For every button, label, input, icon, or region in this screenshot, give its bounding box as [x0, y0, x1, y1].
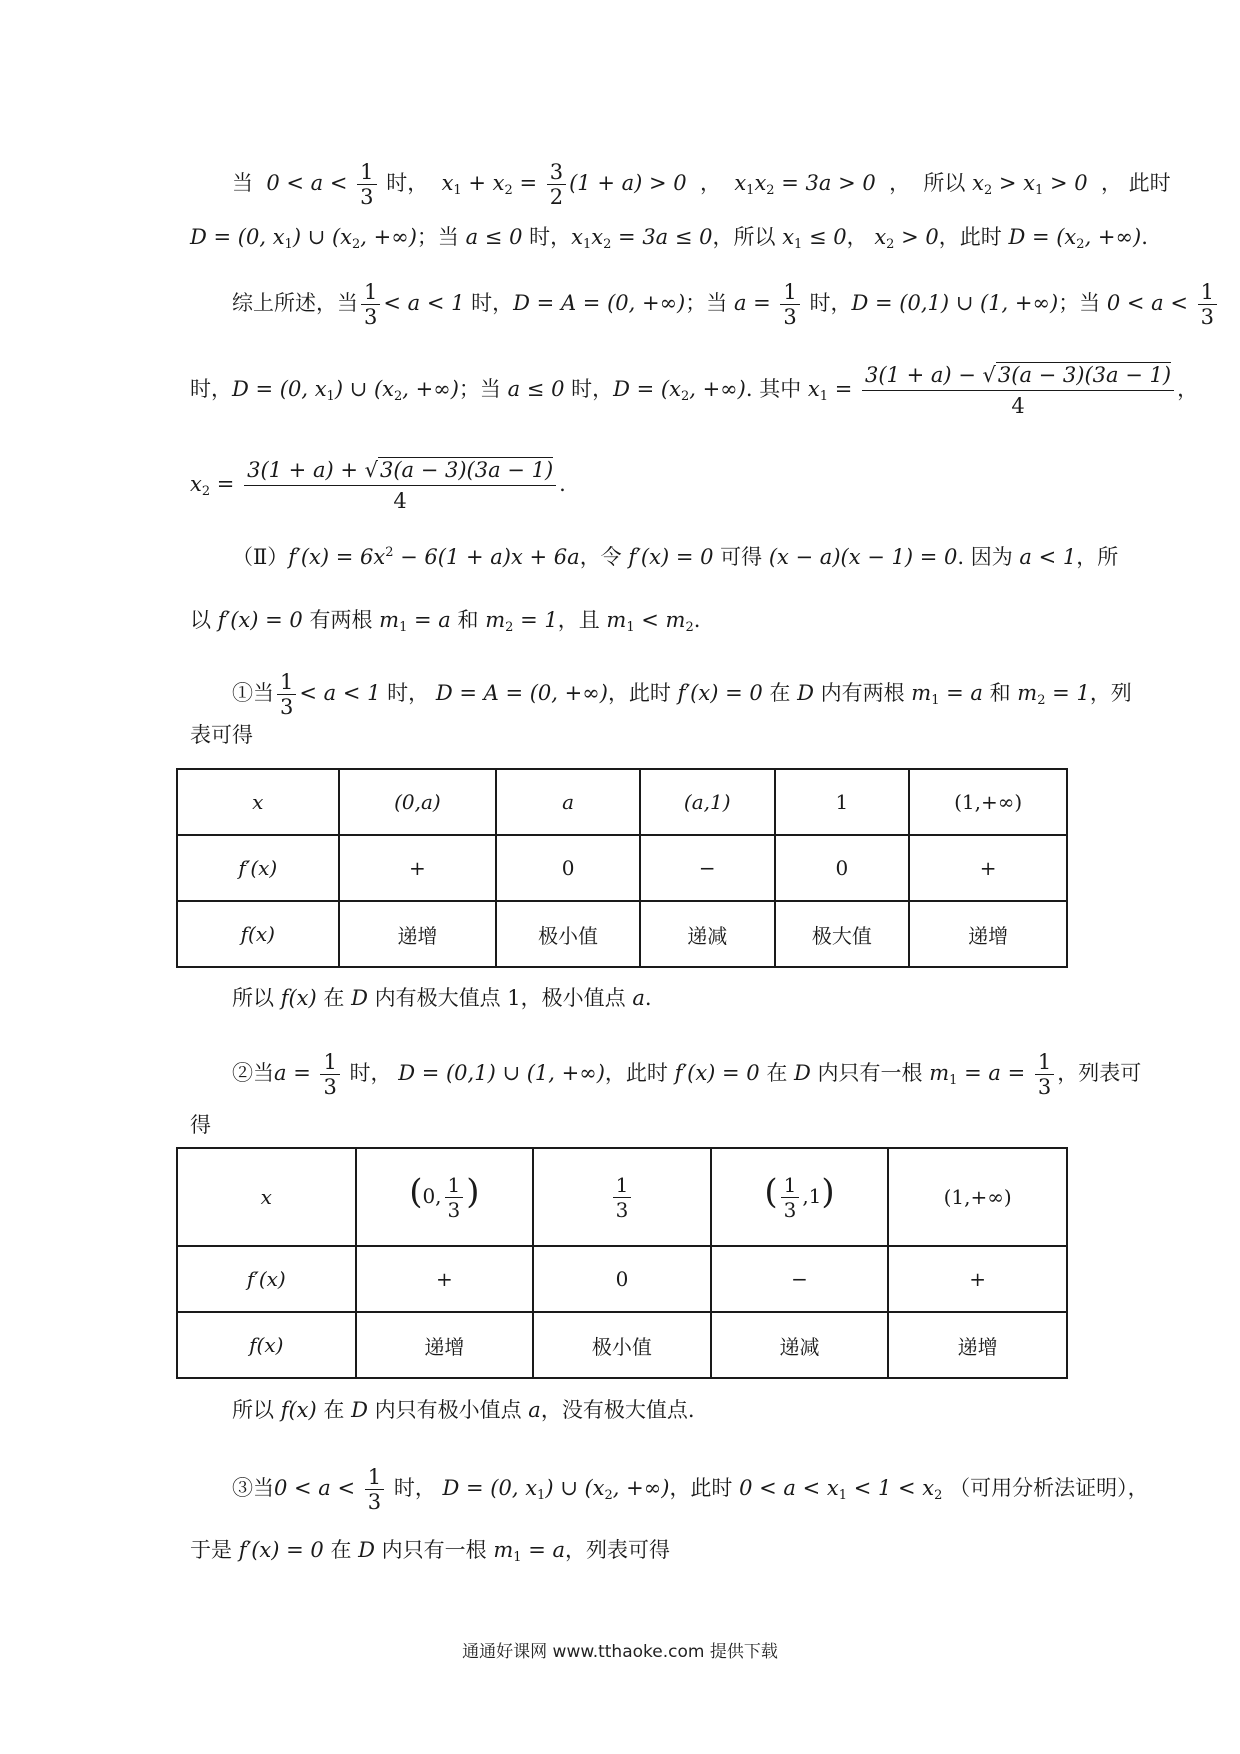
- text-line-5: $x_2$ = $\frac{3(1 + a) + √3(a - 3)(3a - 1)}{4}$ .: [190, 455, 1060, 516]
- table-cell: 极小值: [533, 1312, 711, 1378]
- table-cell: 递减: [711, 1312, 889, 1378]
- table-cell: 极小值: [496, 901, 640, 967]
- table-cell: +: [356, 1246, 534, 1312]
- page-footer: 通通好课网 www.tthaoke.com 提供下载: [462, 1642, 778, 1662]
- text-line-8: ①当 $\frac{1}{3}$ < a < 1 时， D = A = (0, +∞)，此时 f′(x) = 0 在 D 内有两根 $m_1 = a$ 和 $m_2 = 1$，列: [232, 670, 1132, 719]
- table-cell: 1: [775, 769, 910, 835]
- table-cell: +: [888, 1246, 1067, 1312]
- variation-table-1: [176, 768, 1068, 968]
- text-line-4: 时，D = (0, $x_1$) ∪ ($x_2$, +∞)；当 a ≤ 0 时，$D = (x_2$, +∞). 其中 $x_1$ = $\frac{3(1 + a) - √3(a - 3)(3a - 1)}{4}$ ，: [190, 360, 1060, 421]
- table-cell: f(x): [177, 1312, 356, 1378]
- table-cell: +: [909, 835, 1067, 901]
- table-cell: (1,+∞): [909, 769, 1067, 835]
- table-row: [177, 1312, 1067, 1378]
- table-cell: 递增: [888, 1312, 1067, 1378]
- conclusion-1: 所以 f(x) 在 D 内有极大值点 1，极小值点 a.: [232, 986, 652, 1010]
- table-cell: −: [640, 835, 775, 901]
- table-cell: (1,+∞): [888, 1148, 1067, 1246]
- table-cell: f′(x): [177, 1246, 356, 1312]
- table-cell: $\frac{1}{3}$: [533, 1148, 711, 1246]
- text-line-7: 以 f′(x) = 0 有两根 $m_1 = a$ 和 $m_2 = 1$，且 $m_1 < m_2$.: [190, 608, 701, 635]
- table-row: [177, 835, 1067, 901]
- table-row: [177, 1246, 1067, 1312]
- conclusion-2: 所以 f(x) 在 D 内只有极小值点 a，没有极大值点.: [232, 1398, 695, 1422]
- text-line-6: （Ⅱ）f′(x) = $6x^2 - 6(1 + a)x + 6a$，令 f′(x) = 0 可得 (x − a)(x − 1) = 0. 因为 a < 1，所: [232, 545, 1119, 569]
- text-line-1: 当 0 < a < $\frac{1}{3}$ 时， $x_1 + x_2$ = $\frac{3}{2}$ (1 + a) > 0 ， $x_1x_2 = 3a > 0$ ， 所以 $x_2 > x_1 > 0$ ， 此时: [232, 160, 1171, 209]
- table-row: [177, 901, 1067, 967]
- table-cell: f(x): [177, 901, 339, 967]
- table-cell: f′(x): [177, 835, 339, 901]
- table-cell: 0: [496, 835, 640, 901]
- table-cell: ( $\frac{1}{3}$ ,1): [711, 1148, 889, 1246]
- table-cell: (a,1): [640, 769, 775, 835]
- text-line-3: 综上所述，当 $\frac{1}{3}$ < a < 1 时，D = A = (0, +∞)；当 a = $\frac{1}{3}$ 时，D = (0,1) ∪ (1, +∞)；当 0 < a < $\frac{1}{3}$: [232, 280, 1060, 329]
- text-line-12: ③当0 < a < $\frac{1}{3}$ 时， D = (0, $x_1$) ∪ ($x_2$, +∞)，此时 $0 < a < x_1 < 1 < x_2$ （可用分析法证明），: [232, 1465, 1149, 1514]
- table-cell: 0: [775, 835, 910, 901]
- table-cell: x: [177, 1148, 356, 1246]
- table-cell: a: [496, 769, 640, 835]
- table-cell: (0,a): [339, 769, 497, 835]
- table-cell: 极大值: [775, 901, 910, 967]
- table-cell: −: [711, 1246, 889, 1312]
- table-cell: x: [177, 769, 339, 835]
- text-line-10: ②当a = $\frac{1}{3}$ 时， D = (0,1) ∪ (1, +∞)，此时 f′(x) = 0 在 D 内只有一根 $m_1 = a$ = $\frac{1}{3}$ ，列表可: [232, 1050, 1142, 1099]
- text-line-2: D = (0, $x_1$) ∪ ($x_2$, +∞)；当 a ≤ 0 时，$x_1x_2 = 3a \le 0$，所以 $x_1 \le 0$， $x_2 > 0$，此时 $D = (x_2$, +∞).: [190, 225, 1148, 252]
- table-cell: 0: [533, 1246, 711, 1312]
- table-row: [177, 1148, 1067, 1246]
- table-cell: 递增: [339, 901, 497, 967]
- text-line-9: 表可得: [190, 723, 253, 747]
- table-cell: 递减: [640, 901, 775, 967]
- table-cell: +: [339, 835, 497, 901]
- table-cell: 递增: [356, 1312, 534, 1378]
- table-row: [177, 769, 1067, 835]
- table-cell: 递增: [909, 901, 1067, 967]
- text-line-11: 得: [190, 1113, 211, 1137]
- table-cell: (0, $\frac{1}{3}$ ): [356, 1148, 534, 1246]
- variation-table-2: [176, 1147, 1068, 1379]
- text-line-13: 于是 f′(x) = 0 在 D 内只有一根 $m_1 = a$，列表可得: [190, 1538, 670, 1565]
